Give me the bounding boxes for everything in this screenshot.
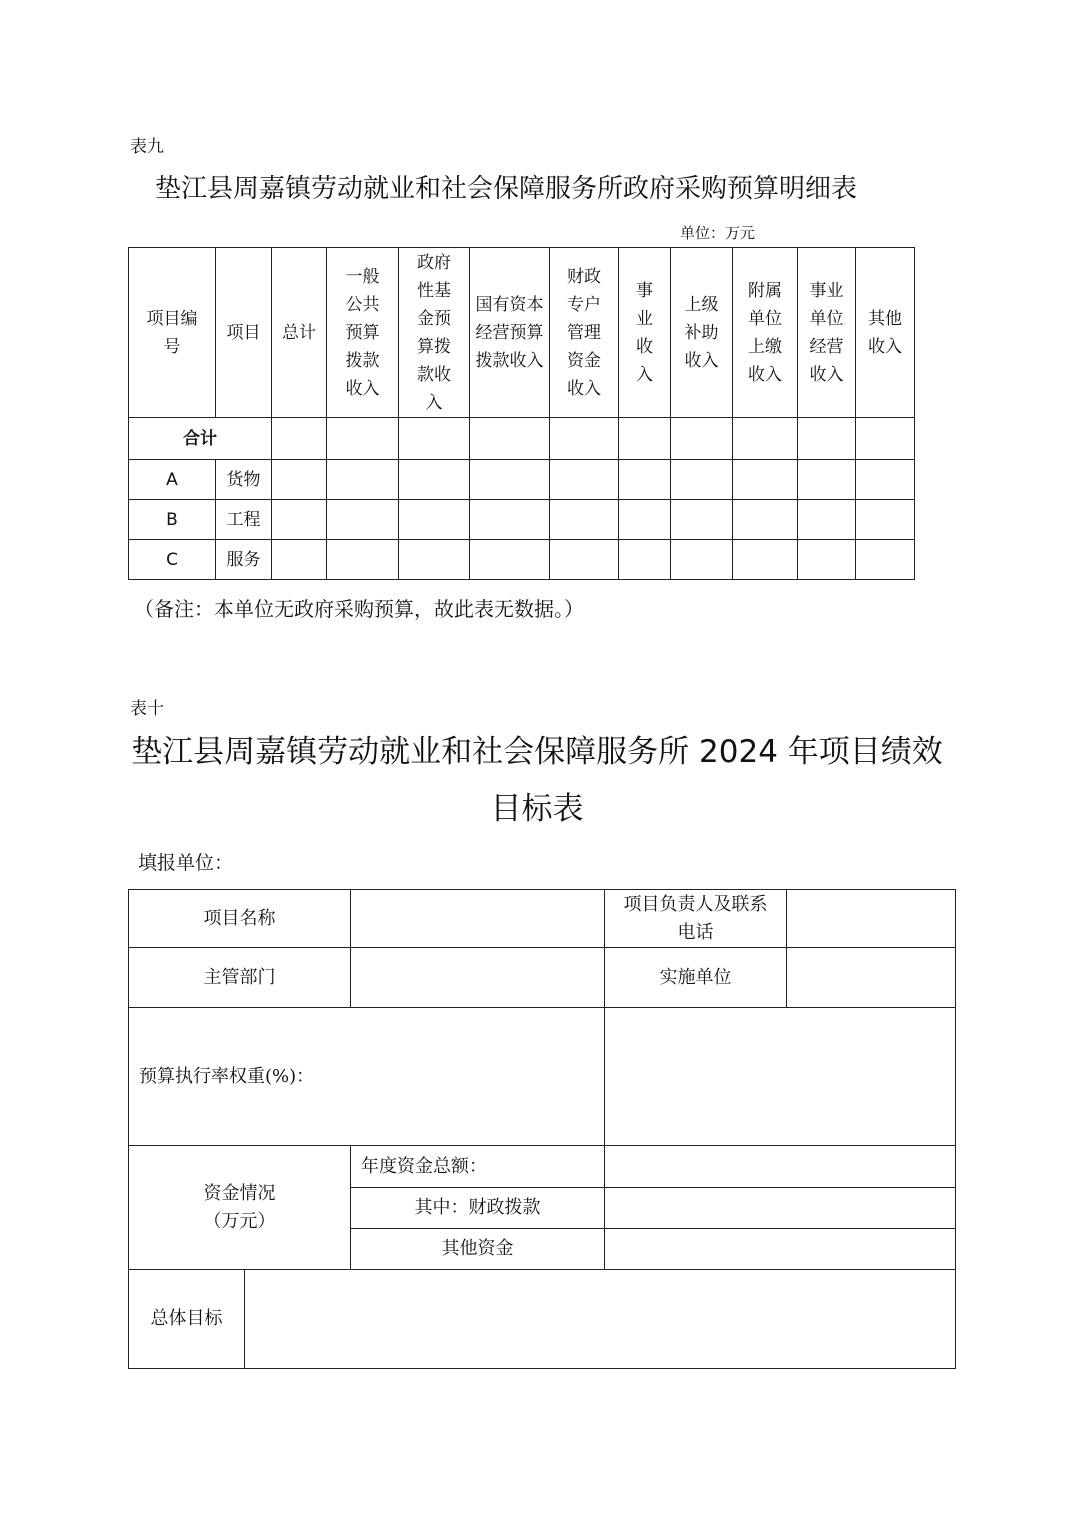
dept-value [351,948,605,1008]
weight-label: 预算执行率权重(%)： [129,1008,605,1146]
header-cell: 财政专户管理资金收入 [550,248,619,418]
header-cell: 其他收入 [856,248,915,418]
header-cell: 项目编号 [129,248,216,418]
annual-total-value [605,1146,956,1188]
row-code: A [129,460,216,500]
funds-label-line1: 资金情况 [203,1182,276,1204]
header-row [129,248,915,418]
row-name: 服务 [216,540,272,580]
table9-label: 表九 [130,137,164,157]
table10-title-line2: 目标表 [490,791,584,827]
impl-unit-value [787,948,956,1008]
funds-label-line2: （万元） [203,1210,276,1232]
other-funds-label: 其他资金 [351,1229,605,1270]
header-cell: 一般公共预算拨款收入 [327,248,399,418]
header-cell: 总计 [272,248,327,418]
table9-unit: 单位：万元 [680,224,756,242]
annual-total-label: 年度资金总额： [351,1146,605,1188]
table10-label: 表十 [130,699,164,719]
header-cell: 国有资本经营预算拨款收入 [470,248,550,418]
table9-note: （备注：本单位无政府采购预算，故此表无数据。） [134,597,584,621]
filler-unit-label: 填报单位： [138,852,234,874]
table9-title: 垫江县周嘉镇劳动就业和社会保障服务所政府采购预算明细表 [155,174,858,204]
total-label: 合计 [129,418,272,460]
weight-value [605,1008,956,1146]
other-funds-value [605,1229,956,1270]
row-name: 工程 [216,500,272,540]
project-name-label: 项目名称 [129,890,351,948]
overall-goal-value [245,1270,956,1369]
row-name: 货物 [216,460,272,500]
funds-label [129,1146,351,1270]
header-cell: 项目 [216,248,272,418]
contact-label: 项目负责人及联系电话 [605,890,787,948]
header-cell: 政府性基金预算拨款收入 [399,248,470,418]
dept-label: 主管部门 [129,948,351,1008]
fiscal-label: 其中：财政拨款 [351,1188,605,1229]
total-row [129,418,915,460]
procurement-budget-table [128,247,915,580]
header-cell: 上级补助收入 [671,248,733,418]
impl-unit-label: 实施单位 [605,948,787,1008]
project-name-value [351,890,605,948]
performance-goal-table [128,889,956,1369]
table-row [129,500,915,540]
table-row [129,460,915,500]
header-cell: 附属单位上缴收入 [733,248,798,418]
table10-title-line1: 垫江县周嘉镇劳动就业和社会保障服务所 2024 年项目绩效 [131,734,943,770]
row-code: C [129,540,216,580]
header-cell: 事业收入 [619,248,671,418]
row-code: B [129,500,216,540]
contact-value [787,890,956,948]
fiscal-value [605,1188,956,1229]
overall-goal-label: 总体目标 [129,1270,245,1369]
table-row [129,540,915,580]
header-cell: 事业单位经营收入 [798,248,856,418]
